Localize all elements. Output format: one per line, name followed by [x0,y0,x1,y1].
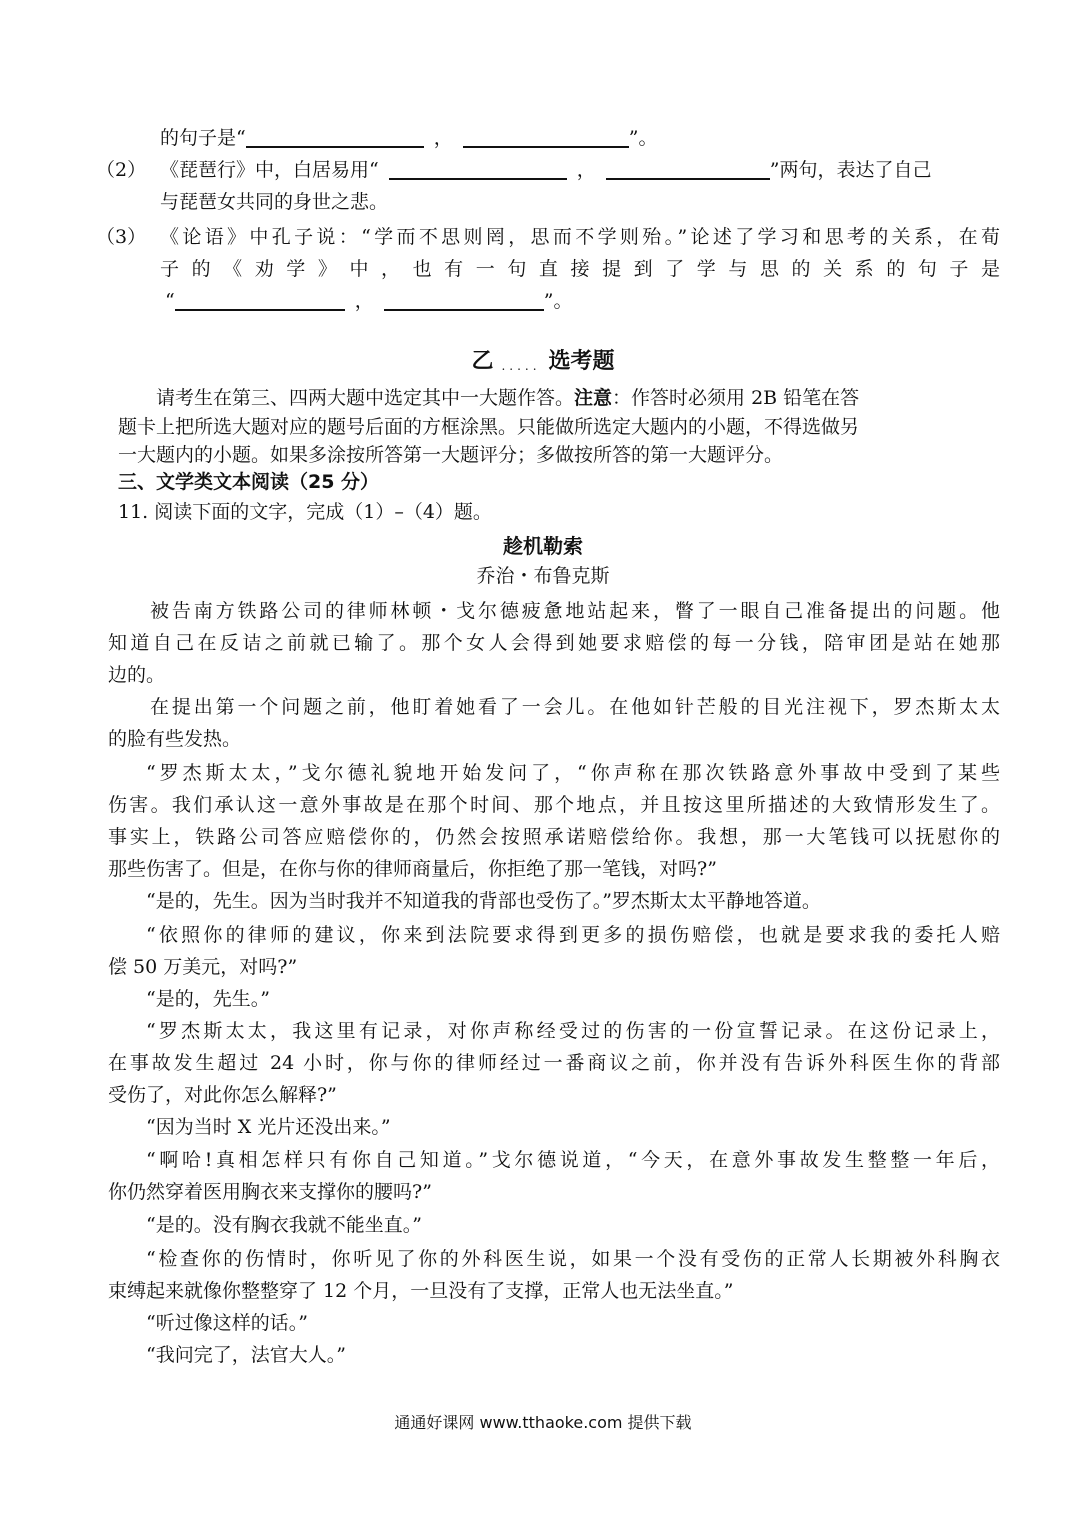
story-line: “听过像这样的话。” [146,1312,308,1334]
story-line: 束缚起来就像你整整穿了 12 个月，一旦没有了支撑，正常人也无法坐直。” [108,1280,734,1302]
story-line: 事实上，铁路公司答应赔偿你的，仍然会按照承诺赔偿给你。我想，那一大笔钱可以抚慰你的 [108,826,1000,848]
q1-sep: ， [433,127,453,149]
story-author: 乔治・布鲁克斯 [476,565,610,587]
instr-note: 注意 [574,387,613,409]
story-line: “依照你的律师的建议，你来到法院要求得到更多的损伤赔偿，也就是要求我的委托人赔 [146,924,1000,946]
q2-sep: ， [576,159,596,181]
story-line: “是的。没有胸衣我就不能坐直。” [146,1214,422,1236]
q2-post: ”两句，表达了自己 [769,159,932,181]
q2-number: （2） [96,159,147,181]
q2-line1 [160,155,931,182]
instr-text-b: ：作答时必须用 2B 铅笔在答 [612,387,860,409]
story-line: “我问完了，法官大人。” [146,1344,346,1366]
q1-post: ”。 [628,127,658,149]
story-line: 受伤了，对此你怎么解释?” [108,1084,337,1106]
q1-blank-2[interactable] [463,126,629,148]
story-line: “因为当时 X 光片还没出来。” [146,1116,391,1138]
section-yi-instr-line3: 一大题内的小题。如果多涂按所答第一大题评分；多做按所答的第一大题评分。 [118,444,784,466]
section-yi-label: 选考题 [548,349,615,374]
question-11: 11. 阅读下面的文字，完成（1）–（4）题。 [118,501,492,523]
q3-line3 [165,286,572,313]
section-yi-dots: ..... [501,359,541,373]
instr-text-a: 请考生在第三、四两大题中选定其中一大题作答。 [156,387,575,409]
story-line: 的脸有些发热。 [108,728,242,750]
section-three-heading: 三、文学类文本阅读（25 分） [118,471,380,493]
story-line: “是的，先生。” [146,988,270,1010]
story-line: “是的，先生。因为当时我并不知道我的背部也受伤了。”罗杰斯太太平静地答道。 [146,890,821,912]
section-yi-char: 乙 [471,349,494,374]
q2-blank-1[interactable] [389,158,567,180]
story-line: 你仍然穿着医用胸衣来支撑你的腰吗?” [108,1181,432,1203]
q1-tail-line [160,123,657,150]
story-line: 知道自己在反诘之前就已输了。那个女人会得到她要求赔偿的每一分钱，陪审团是站在她那 [108,632,1000,654]
page-footer: 通通好课网 www.tthaoke.com 提供下载 [394,1413,692,1432]
q3-pre: “ [165,290,175,312]
section-yi-instr-line2: 题卡上把所选大题对应的题号后面的方框涂黑。只能做所选定大题内的小题，不得选做另 [118,416,860,438]
q1-pre: 的句子是“ [160,127,246,149]
section-yi-instr-line1 [156,383,859,410]
story-line: “罗杰斯太太，”戈尔德礼貌地开始发问了，“你声称在那次铁路意外事故中受到了某些 [146,762,1000,784]
q1-blank-1[interactable] [246,126,424,148]
story-line: 那些伤害了。但是，在你与你的律师商量后，你拒绝了那一笔钱，对吗?” [108,858,717,880]
story-line: 边的。 [108,664,166,686]
story-line: 被告南方铁路公司的律师林顿・戈尔德疲惫地站起来，瞥了一眼自己准备提出的问题。他 [150,600,1000,622]
q2-line2: 与琵琶女共同的身世之悲。 [160,191,389,213]
q3-line1: 《论语》中孔子说：“学而不思则罔，思而不学则殆。”论述了学习和思考的关系，在荀 [160,226,1000,248]
q3-number: （3） [96,226,147,248]
story-line: 偿 50 万美元，对吗?” [108,956,298,978]
q3-line2: 子的《劝学》中，也有一句直接提到了学与思的关系的句子是 [160,258,1000,280]
q2-pre: 《琵琶行》中，白居易用“ [160,159,379,181]
story-line: 在事故发生超过 24 小时，你与你的律师经过一番商议之前，你并没有告诉外科医生你的背部 [108,1052,1000,1074]
story-line: 伤害。我们承认这一意外事故是在那个时间、那个地点，并且按这里所描述的大致情形发生了。 [108,794,1000,816]
q3-blank-1[interactable] [175,289,345,311]
q3-blank-2[interactable] [384,289,544,311]
q3-post: ”。 [543,290,573,312]
section-yi-title [0,344,1086,375]
q2-blank-2[interactable] [606,158,770,180]
story-title: 趁机勒索 [503,534,583,558]
story-line: “检查你的伤情时，你听见了你的外科医生说，如果一个没有受伤的正常人长期被外科胸衣 [146,1248,1000,1270]
story-line: “啊哈!真相怎样只有你自己知道。”戈尔德说道，“今天，在意外事故发生整整一年后， [146,1149,1000,1171]
q3-sep: ， [354,290,374,312]
story-line: “罗杰斯太太，我这里有记录，对你声称经受过的伤害的一份宣誓记录。在这份记录上， [146,1020,1000,1042]
story-line: 在提出第一个问题之前，他盯着她看了一会儿。在他如针芒般的目光注视下，罗杰斯太太 [150,696,1000,718]
